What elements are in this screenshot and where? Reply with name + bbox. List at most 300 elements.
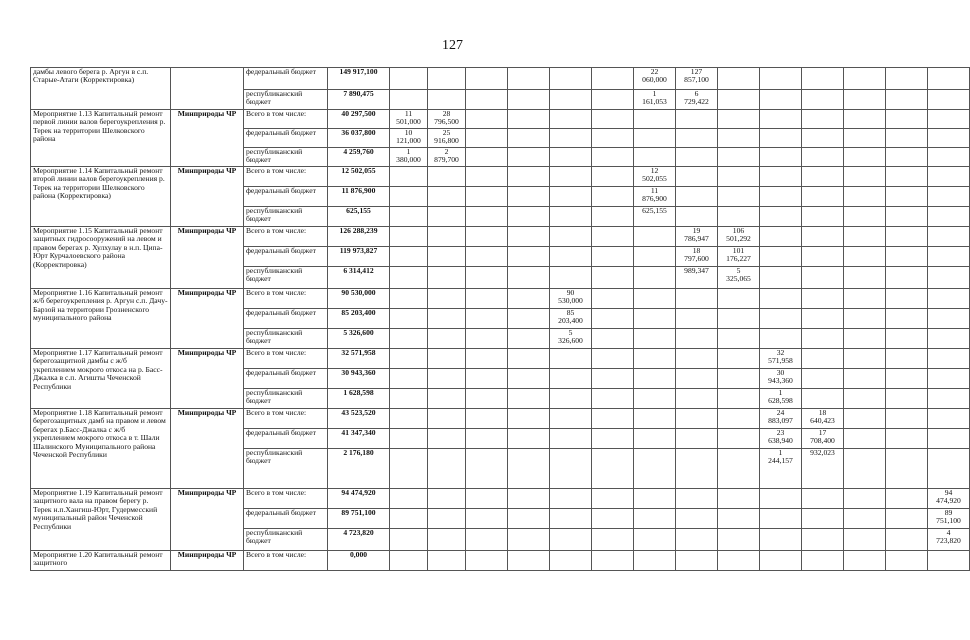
page-number: 127 bbox=[442, 38, 463, 53]
year-amount: 127 857,100 bbox=[676, 68, 718, 90]
year-amount bbox=[760, 529, 802, 551]
year-amount bbox=[886, 247, 928, 267]
year-amount bbox=[928, 148, 970, 167]
year-amount bbox=[928, 110, 970, 129]
year-amount bbox=[886, 110, 928, 129]
year-amount bbox=[550, 187, 592, 207]
year-amount bbox=[634, 369, 676, 389]
year-amount bbox=[802, 309, 844, 329]
year-amount bbox=[844, 129, 886, 148]
year-amount: 32 571,958 bbox=[760, 349, 802, 369]
year-amount bbox=[718, 489, 760, 509]
year-amount: 11 501,000 bbox=[390, 110, 428, 129]
funding-source: федеральный бюджет bbox=[244, 129, 328, 148]
year-amount bbox=[550, 449, 592, 489]
year-amount bbox=[508, 187, 550, 207]
total-amount: 126 288,239 bbox=[328, 227, 390, 247]
year-amount bbox=[718, 529, 760, 551]
executor: Минприроды ЧР bbox=[171, 551, 244, 571]
year-amount bbox=[760, 289, 802, 309]
year-amount bbox=[466, 529, 508, 551]
year-amount bbox=[676, 489, 718, 509]
year-amount bbox=[886, 429, 928, 449]
year-amount bbox=[634, 247, 676, 267]
year-amount bbox=[676, 289, 718, 309]
year-amount bbox=[390, 187, 428, 207]
year-amount bbox=[550, 247, 592, 267]
year-amount bbox=[390, 68, 428, 90]
year-amount bbox=[718, 389, 760, 409]
funding-source: республиканский бюджет bbox=[244, 389, 328, 409]
year-amount bbox=[592, 409, 634, 429]
year-amount bbox=[592, 369, 634, 389]
year-amount bbox=[718, 129, 760, 148]
year-amount bbox=[886, 349, 928, 369]
year-amount bbox=[508, 68, 550, 90]
table-row bbox=[31, 551, 970, 571]
year-amount bbox=[718, 551, 760, 571]
year-amount bbox=[886, 309, 928, 329]
year-amount bbox=[550, 489, 592, 509]
year-amount bbox=[550, 148, 592, 167]
total-amount: 7 890,475 bbox=[328, 90, 390, 110]
year-amount bbox=[718, 110, 760, 129]
year-amount bbox=[550, 227, 592, 247]
year-amount bbox=[508, 551, 550, 571]
year-amount bbox=[802, 90, 844, 110]
year-amount: 24 883,097 bbox=[760, 409, 802, 429]
year-amount bbox=[886, 389, 928, 409]
year-amount bbox=[760, 247, 802, 267]
year-amount bbox=[802, 148, 844, 167]
year-amount bbox=[886, 289, 928, 309]
year-amount bbox=[886, 267, 928, 289]
year-amount bbox=[550, 90, 592, 110]
year-amount bbox=[802, 167, 844, 187]
funding-source: федеральный бюджет bbox=[244, 369, 328, 389]
year-amount bbox=[466, 148, 508, 167]
year-amount bbox=[466, 369, 508, 389]
year-amount: 101 176,227 bbox=[718, 247, 760, 267]
year-amount bbox=[844, 227, 886, 247]
year-amount bbox=[844, 369, 886, 389]
year-amount bbox=[390, 551, 428, 571]
year-amount bbox=[466, 489, 508, 509]
year-amount bbox=[718, 349, 760, 369]
year-amount bbox=[550, 389, 592, 409]
year-amount bbox=[928, 68, 970, 90]
year-amount bbox=[844, 90, 886, 110]
year-amount bbox=[928, 267, 970, 289]
executor: Минприроды ЧР bbox=[171, 227, 244, 289]
year-amount bbox=[928, 227, 970, 247]
total-amount: 36 037,800 bbox=[328, 129, 390, 148]
year-amount bbox=[634, 509, 676, 529]
year-amount bbox=[592, 110, 634, 129]
year-amount bbox=[802, 349, 844, 369]
year-amount: 989,347 bbox=[676, 267, 718, 289]
year-amount bbox=[592, 129, 634, 148]
year-amount bbox=[844, 529, 886, 551]
total-amount: 12 502,055 bbox=[328, 167, 390, 187]
year-amount: 94 474,920 bbox=[928, 489, 970, 509]
year-amount bbox=[466, 267, 508, 289]
year-amount: 4 723,820 bbox=[928, 529, 970, 551]
year-amount bbox=[886, 449, 928, 489]
table-row bbox=[31, 110, 970, 129]
year-amount bbox=[428, 509, 466, 529]
year-amount bbox=[676, 167, 718, 187]
year-amount bbox=[634, 129, 676, 148]
year-amount bbox=[466, 309, 508, 329]
year-amount bbox=[508, 207, 550, 227]
measure-name: Мероприятие 1.18 Капитальный ремонт берегозащитных дамб на правом и левом берегах р.Басс-Джалка с ж/б укреплением мокрого откоса в т. Шали Шалинского Муниципального района Чеченской Республики bbox=[31, 409, 171, 489]
year-amount bbox=[592, 68, 634, 90]
total-amount: 89 751,100 bbox=[328, 509, 390, 529]
year-amount bbox=[428, 551, 466, 571]
year-amount bbox=[390, 329, 428, 349]
year-amount bbox=[802, 489, 844, 509]
year-amount bbox=[508, 129, 550, 148]
year-amount bbox=[718, 207, 760, 227]
year-amount bbox=[592, 329, 634, 349]
year-amount: 18 797,600 bbox=[676, 247, 718, 267]
year-amount bbox=[390, 207, 428, 227]
executor bbox=[171, 68, 244, 110]
year-amount bbox=[390, 509, 428, 529]
year-amount bbox=[466, 409, 508, 429]
year-amount bbox=[466, 167, 508, 187]
year-amount bbox=[390, 529, 428, 551]
executor: Минприроды ЧР bbox=[171, 489, 244, 551]
year-amount: 5 326,600 bbox=[550, 329, 592, 349]
year-amount bbox=[760, 309, 802, 329]
year-amount bbox=[592, 389, 634, 409]
year-amount bbox=[390, 247, 428, 267]
year-amount bbox=[676, 207, 718, 227]
year-amount bbox=[886, 551, 928, 571]
year-amount bbox=[428, 247, 466, 267]
year-amount bbox=[466, 329, 508, 349]
year-amount bbox=[592, 167, 634, 187]
funding-source: Всего в том числе: bbox=[244, 227, 328, 247]
funding-source: республиканский бюджет bbox=[244, 90, 328, 110]
year-amount bbox=[550, 110, 592, 129]
year-amount bbox=[634, 110, 676, 129]
funding-source: федеральный бюджет bbox=[244, 68, 328, 90]
year-amount bbox=[802, 529, 844, 551]
executor: Минприроды ЧР bbox=[171, 349, 244, 409]
year-amount bbox=[390, 167, 428, 187]
year-amount bbox=[428, 187, 466, 207]
year-amount: 11 876,900 bbox=[634, 187, 676, 207]
year-amount bbox=[508, 289, 550, 309]
total-amount: 43 523,520 bbox=[328, 409, 390, 429]
year-amount bbox=[592, 187, 634, 207]
year-amount bbox=[676, 309, 718, 329]
year-amount bbox=[428, 207, 466, 227]
year-amount: 19 786,947 bbox=[676, 227, 718, 247]
year-amount bbox=[886, 409, 928, 429]
year-amount bbox=[718, 167, 760, 187]
year-amount bbox=[718, 68, 760, 90]
year-amount bbox=[886, 489, 928, 509]
year-amount bbox=[508, 429, 550, 449]
year-amount bbox=[428, 267, 466, 289]
year-amount bbox=[886, 148, 928, 167]
year-amount bbox=[928, 207, 970, 227]
year-amount bbox=[802, 289, 844, 309]
year-amount bbox=[592, 309, 634, 329]
year-amount bbox=[550, 167, 592, 187]
year-amount bbox=[390, 389, 428, 409]
year-amount bbox=[928, 429, 970, 449]
year-amount bbox=[718, 289, 760, 309]
year-amount bbox=[844, 349, 886, 369]
year-amount bbox=[760, 551, 802, 571]
year-amount bbox=[428, 227, 466, 247]
year-amount bbox=[592, 449, 634, 489]
funding-source: федеральный бюджет bbox=[244, 429, 328, 449]
year-amount bbox=[676, 389, 718, 409]
year-amount bbox=[802, 329, 844, 349]
year-amount bbox=[466, 110, 508, 129]
executor: Минприроды ЧР bbox=[171, 289, 244, 349]
year-amount: 932,023 bbox=[802, 449, 844, 489]
measure-name: дамбы левого берега р. Аргун в с.п. Старые-Атаги (Корректировка) bbox=[31, 68, 171, 110]
year-amount bbox=[886, 187, 928, 207]
year-amount bbox=[508, 148, 550, 167]
year-amount bbox=[550, 207, 592, 227]
year-amount bbox=[428, 349, 466, 369]
year-amount bbox=[508, 309, 550, 329]
year-amount: 6 729,422 bbox=[676, 90, 718, 110]
year-amount bbox=[634, 329, 676, 349]
year-amount bbox=[928, 449, 970, 489]
year-amount bbox=[886, 129, 928, 148]
year-amount bbox=[550, 551, 592, 571]
year-amount bbox=[428, 309, 466, 329]
year-amount bbox=[428, 449, 466, 489]
year-amount bbox=[592, 289, 634, 309]
year-amount bbox=[802, 369, 844, 389]
total-amount: 0,000 bbox=[328, 551, 390, 571]
year-amount bbox=[466, 509, 508, 529]
year-amount bbox=[802, 227, 844, 247]
budget-table bbox=[30, 67, 970, 571]
year-amount bbox=[676, 369, 718, 389]
year-amount bbox=[928, 551, 970, 571]
year-amount bbox=[760, 187, 802, 207]
year-amount bbox=[508, 90, 550, 110]
funding-source: Всего в том числе: bbox=[244, 110, 328, 129]
year-amount bbox=[886, 68, 928, 90]
year-amount bbox=[592, 349, 634, 369]
year-amount bbox=[428, 289, 466, 309]
year-amount bbox=[428, 90, 466, 110]
year-amount: 12 502,055 bbox=[634, 167, 676, 187]
year-amount bbox=[802, 267, 844, 289]
year-amount bbox=[928, 349, 970, 369]
year-amount bbox=[928, 90, 970, 110]
total-amount: 625,155 bbox=[328, 207, 390, 227]
funding-source: республиканский бюджет bbox=[244, 449, 328, 489]
measure-name: Мероприятие 1.13 Капитальный ремонт первой линии валов берегоукрепления р. Терек на территории Шелковского района bbox=[31, 110, 171, 167]
year-amount bbox=[886, 227, 928, 247]
year-amount bbox=[390, 489, 428, 509]
year-amount bbox=[928, 409, 970, 429]
year-amount bbox=[760, 267, 802, 289]
year-amount: 30 943,360 bbox=[760, 369, 802, 389]
year-amount bbox=[676, 529, 718, 551]
table-row bbox=[31, 489, 970, 509]
year-amount: 28 796,500 bbox=[428, 110, 466, 129]
year-amount bbox=[428, 409, 466, 429]
table-row bbox=[31, 349, 970, 369]
year-amount bbox=[550, 129, 592, 148]
year-amount bbox=[928, 369, 970, 389]
year-amount bbox=[802, 389, 844, 409]
year-amount bbox=[634, 429, 676, 449]
year-amount bbox=[844, 409, 886, 429]
year-amount bbox=[676, 449, 718, 489]
year-amount bbox=[886, 207, 928, 227]
year-amount bbox=[634, 489, 676, 509]
table-row bbox=[31, 167, 970, 187]
year-amount: 89 751,100 bbox=[928, 509, 970, 529]
year-amount bbox=[466, 429, 508, 449]
total-amount: 1 628,598 bbox=[328, 389, 390, 409]
year-amount bbox=[928, 187, 970, 207]
funding-source: федеральный бюджет bbox=[244, 187, 328, 207]
year-amount bbox=[802, 129, 844, 148]
year-amount bbox=[428, 489, 466, 509]
year-amount bbox=[466, 247, 508, 267]
year-amount bbox=[844, 68, 886, 90]
year-amount bbox=[466, 207, 508, 227]
year-amount bbox=[844, 110, 886, 129]
year-amount: 625,155 bbox=[634, 207, 676, 227]
measure-name: Мероприятие 1.20 Капитальный ремонт защитного bbox=[31, 551, 171, 571]
year-amount bbox=[592, 267, 634, 289]
year-amount bbox=[592, 247, 634, 267]
year-amount bbox=[676, 551, 718, 571]
funding-source: Всего в том числе: bbox=[244, 409, 328, 429]
year-amount bbox=[886, 509, 928, 529]
total-amount: 4 259,760 bbox=[328, 148, 390, 167]
year-amount: 2 879,700 bbox=[428, 148, 466, 167]
year-amount bbox=[760, 227, 802, 247]
year-amount: 1 161,053 bbox=[634, 90, 676, 110]
year-amount bbox=[634, 289, 676, 309]
total-amount: 94 474,920 bbox=[328, 489, 390, 509]
year-amount bbox=[718, 429, 760, 449]
year-amount bbox=[844, 551, 886, 571]
year-amount bbox=[844, 267, 886, 289]
total-amount: 5 326,600 bbox=[328, 329, 390, 349]
year-amount bbox=[718, 409, 760, 429]
year-amount bbox=[508, 489, 550, 509]
total-amount: 90 530,000 bbox=[328, 289, 390, 309]
year-amount bbox=[466, 449, 508, 489]
year-amount bbox=[508, 329, 550, 349]
funding-source: федеральный бюджет bbox=[244, 247, 328, 267]
year-amount bbox=[592, 90, 634, 110]
funding-source: республиканский бюджет bbox=[244, 529, 328, 551]
executor: Минприроды ЧР bbox=[171, 409, 244, 489]
funding-source: республиканский бюджет bbox=[244, 267, 328, 289]
year-amount bbox=[466, 551, 508, 571]
year-amount bbox=[634, 227, 676, 247]
total-amount: 40 297,500 bbox=[328, 110, 390, 129]
year-amount bbox=[390, 449, 428, 489]
total-amount: 30 943,360 bbox=[328, 369, 390, 389]
year-amount: 17 708,400 bbox=[802, 429, 844, 449]
year-amount bbox=[844, 167, 886, 187]
year-amount bbox=[550, 267, 592, 289]
year-amount: 1 380,000 bbox=[390, 148, 428, 167]
year-amount bbox=[844, 187, 886, 207]
year-amount bbox=[676, 148, 718, 167]
year-amount: 90 530,000 bbox=[550, 289, 592, 309]
year-amount bbox=[760, 509, 802, 529]
year-amount bbox=[428, 369, 466, 389]
year-amount bbox=[508, 349, 550, 369]
funding-source: Всего в том числе: bbox=[244, 489, 328, 509]
year-amount bbox=[634, 449, 676, 489]
year-amount bbox=[760, 207, 802, 227]
year-amount bbox=[718, 309, 760, 329]
year-amount bbox=[760, 489, 802, 509]
year-amount bbox=[802, 207, 844, 227]
year-amount bbox=[466, 349, 508, 369]
total-amount: 85 203,400 bbox=[328, 309, 390, 329]
funding-source: федеральный бюджет bbox=[244, 309, 328, 329]
year-amount bbox=[634, 409, 676, 429]
year-amount bbox=[802, 68, 844, 90]
year-amount bbox=[592, 207, 634, 227]
funding-source: федеральный бюджет bbox=[244, 509, 328, 529]
year-amount bbox=[802, 110, 844, 129]
year-amount bbox=[928, 389, 970, 409]
table-row bbox=[31, 289, 970, 309]
total-amount: 4 723,820 bbox=[328, 529, 390, 551]
year-amount bbox=[428, 68, 466, 90]
year-amount bbox=[390, 409, 428, 429]
year-amount bbox=[428, 389, 466, 409]
year-amount bbox=[592, 227, 634, 247]
year-amount bbox=[466, 227, 508, 247]
year-amount bbox=[844, 329, 886, 349]
year-amount bbox=[718, 449, 760, 489]
year-amount: 22 060,000 bbox=[634, 68, 676, 90]
year-amount bbox=[508, 509, 550, 529]
year-amount bbox=[428, 329, 466, 349]
total-amount: 6 314,412 bbox=[328, 267, 390, 289]
year-amount bbox=[390, 309, 428, 329]
year-amount bbox=[760, 148, 802, 167]
year-amount bbox=[592, 489, 634, 509]
year-amount: 1 244,157 bbox=[760, 449, 802, 489]
year-amount bbox=[760, 68, 802, 90]
measure-name: Мероприятие 1.15 Капитальный ремонт защитных гидросооружений на левом и правом берегах р. Хулхулау в н.п. Ципа-Юрт Курчалоевского района (Корректировка) bbox=[31, 227, 171, 289]
year-amount bbox=[844, 489, 886, 509]
total-amount: 119 973,827 bbox=[328, 247, 390, 267]
year-amount bbox=[886, 529, 928, 551]
year-amount bbox=[550, 429, 592, 449]
total-amount: 41 347,340 bbox=[328, 429, 390, 449]
measure-name: Мероприятие 1.16 Капитальный ремонт ж/б берегоукрепления р. Аргун с.п. Дачу-Барзой на территории Грозненского муниципального района bbox=[31, 289, 171, 349]
